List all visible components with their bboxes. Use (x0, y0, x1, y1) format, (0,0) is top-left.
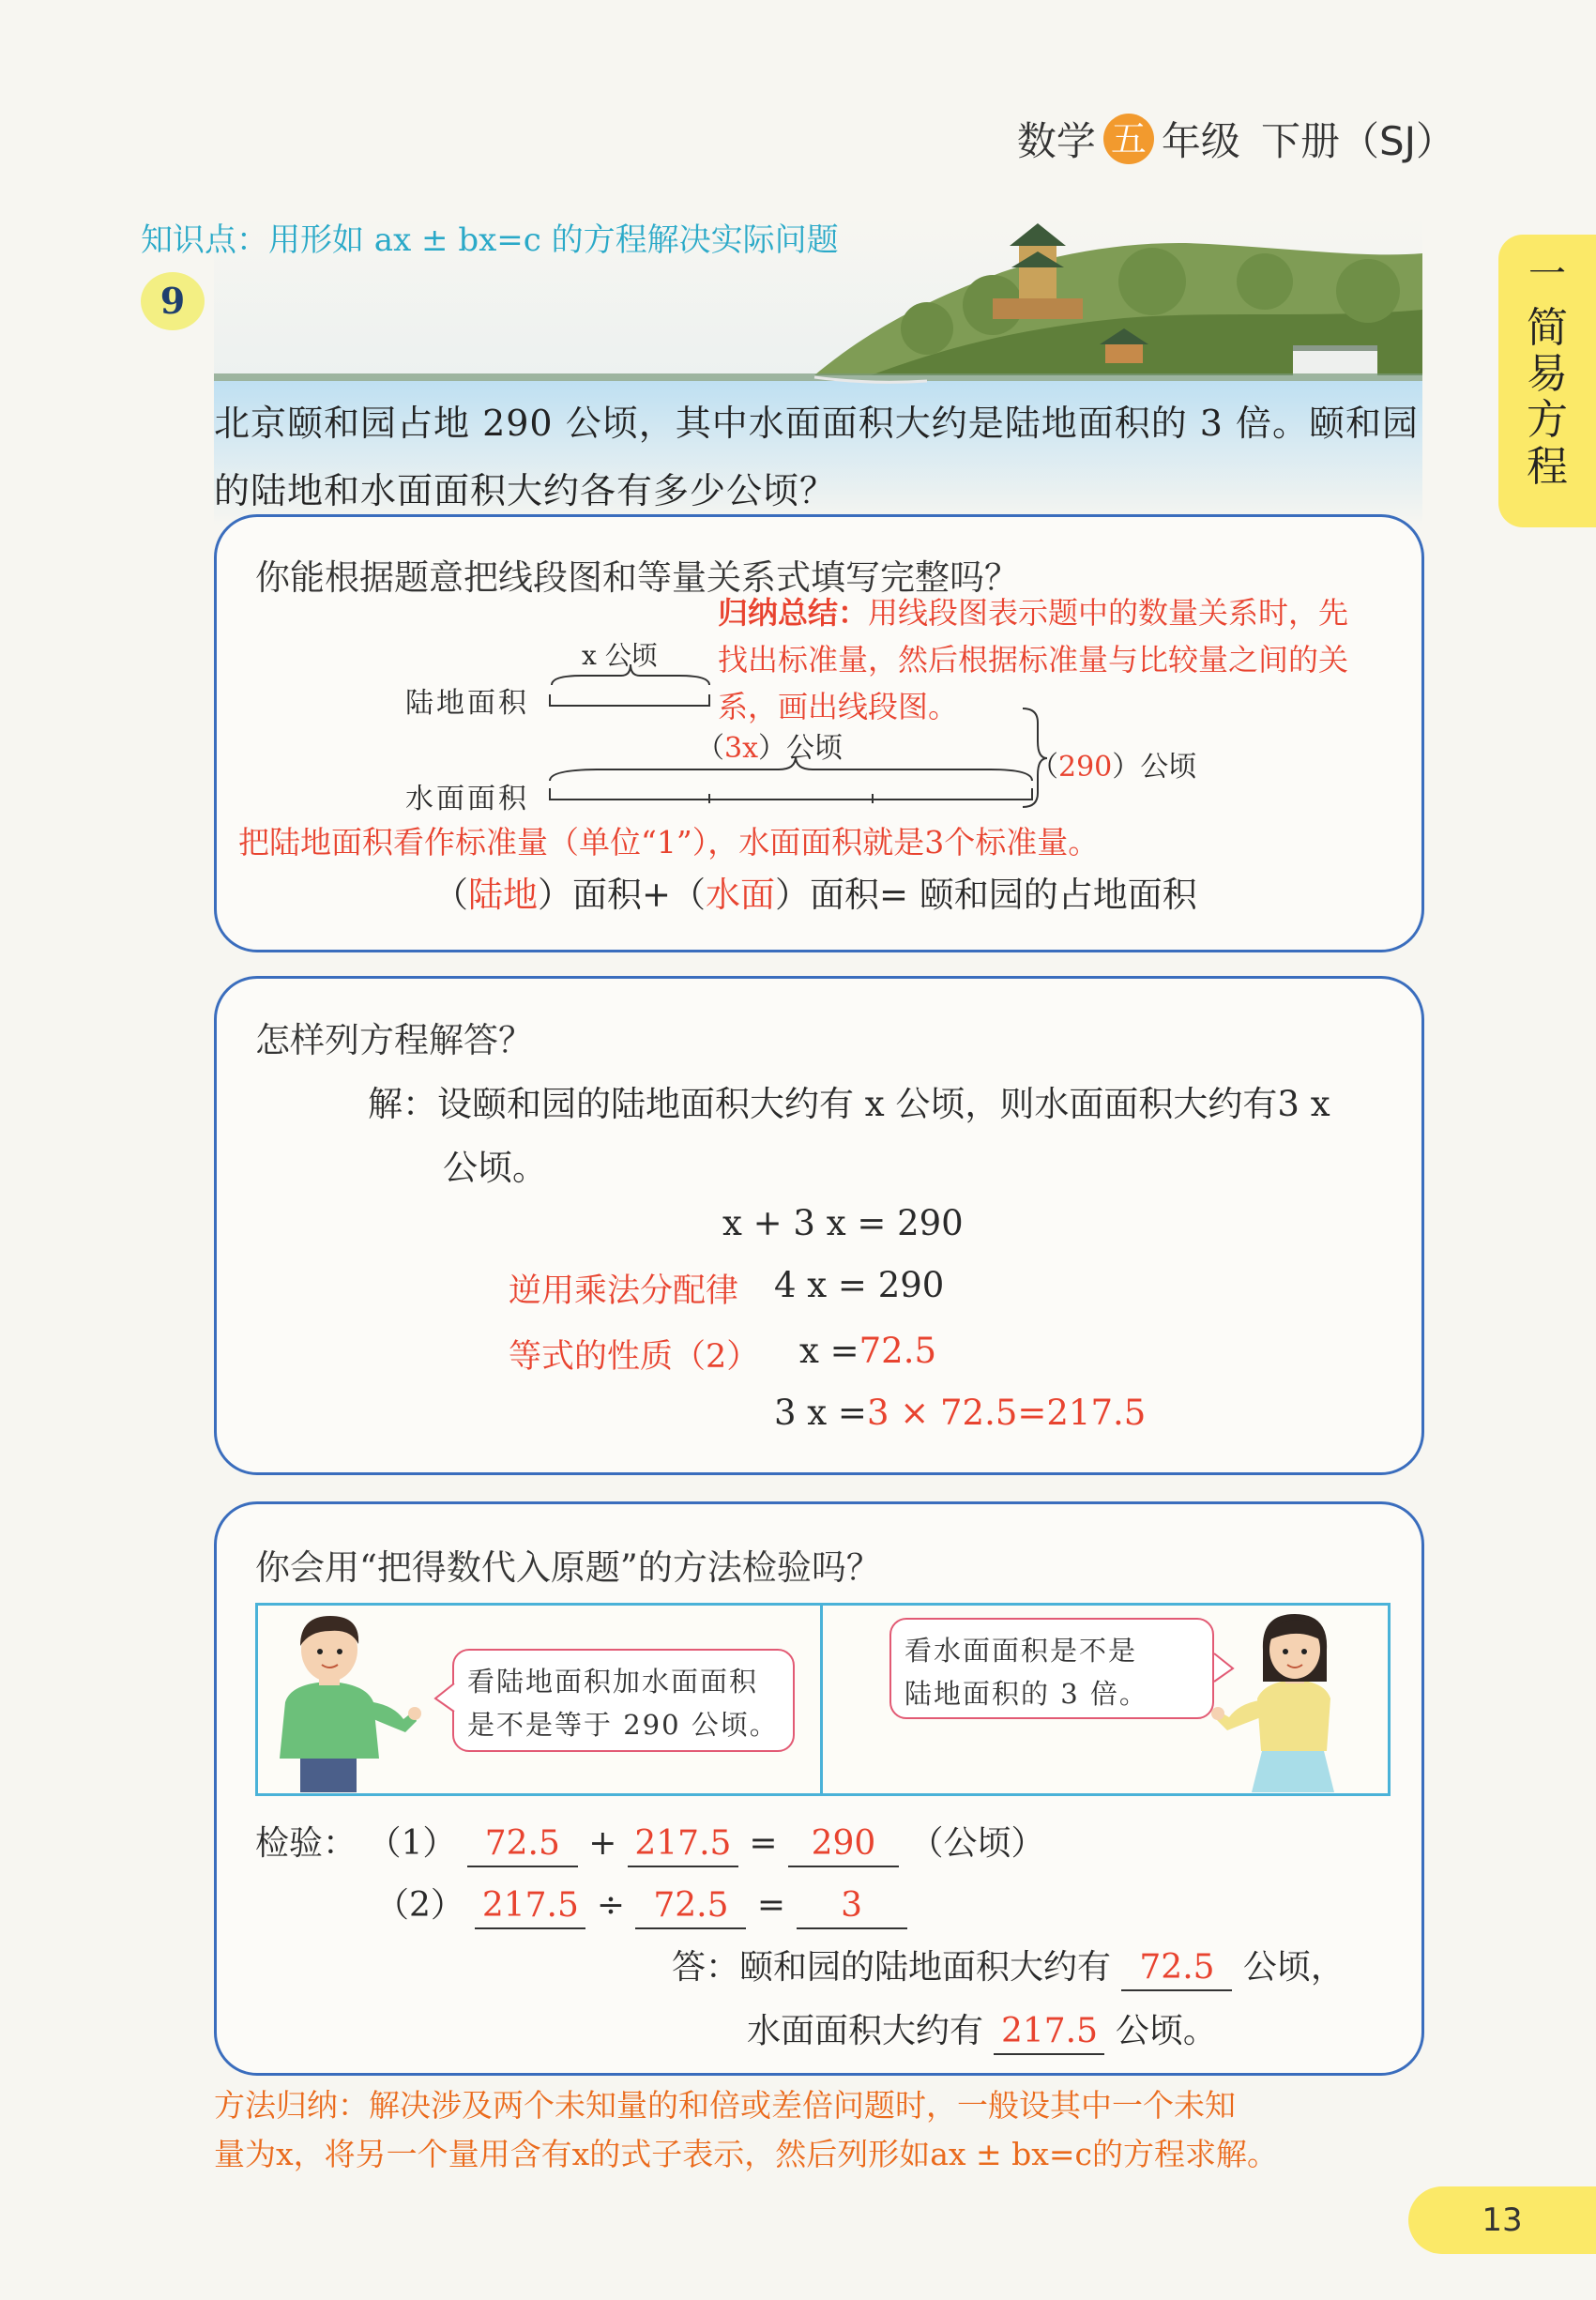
page-header (1017, 111, 1455, 167)
eq3-answer: 72.5 (859, 1331, 937, 1371)
chapter-tab (1498, 235, 1596, 527)
method-line: 解决涉及两个未知量的和倍或差倍问题时，一般设其中一个未知 (369, 2087, 1236, 2124)
equation-2: 4 x = 290 (774, 1265, 945, 1305)
standard-note: 把陆地面积看作标准量（单位“1”），水面面积就是3个标准量。 (238, 824, 1100, 861)
grade-level: 年级 (1161, 118, 1240, 164)
bubble-line: 看水面面积是不是 (904, 1635, 1138, 1667)
method-summary (214, 2081, 1434, 2179)
box3-question: 你会用“把得数代入原题”的方法检验吗？ (255, 1547, 881, 1588)
check-blank: 217.5 (475, 1884, 585, 1929)
total-close: ）公顷 (1112, 751, 1197, 784)
total-open: （ (1030, 751, 1058, 784)
water-close: ）公顷 (758, 732, 844, 765)
boy-speech-bubble (452, 1649, 795, 1752)
land-segment (550, 694, 709, 706)
water-area-label: 水面面积 (405, 783, 529, 815)
eq-open: （ (433, 875, 468, 915)
answer-blank: 72.5 (1121, 1946, 1232, 1991)
answer-line-2 (747, 2004, 1217, 2055)
problem-text: 北京颐和园占地 290 公顷，其中水面面积大约是陆地面积的 3 倍。颐和园的陆地和水面面积大约各有多少公顷？ (214, 403, 1420, 511)
grade-badge: 五 (1103, 114, 1154, 164)
total-brace (1023, 708, 1047, 807)
knowledge-point (141, 214, 839, 260)
volume: 下册（SJ） (1260, 118, 1455, 164)
solution-line: 公顷。 (443, 1148, 547, 1188)
equation-3 (799, 1331, 936, 1371)
bubble-tail (433, 1680, 456, 1717)
method-label: 方法归纳： (214, 2087, 369, 2124)
check-blank: 3 (797, 1884, 907, 1929)
solution-line: 解：设颐和园的陆地面积大约有 x 公顷，则水面面积大约有3 x (368, 1084, 1330, 1124)
check-operator: ÷ (596, 1886, 625, 1925)
equal-relation (433, 866, 1197, 917)
total-unit-label (1030, 743, 1196, 784)
box2-question: 怎样列方程解答？ (255, 1020, 533, 1060)
chapter-number: 一 (1528, 252, 1566, 296)
check-item-label: （2） (375, 1886, 464, 1925)
eq4-left: 3 x = (774, 1393, 867, 1433)
chapter-char: 方 (1527, 396, 1568, 445)
check-line-2 (375, 1879, 907, 1929)
method-line: 量为x，将另一个量用含有x的式子表示，然后列形如ax ± bx=c的方程求解。 (214, 2136, 1279, 2172)
example-number: 9 (141, 272, 205, 330)
summary-line: 系，画出线段图。 (718, 689, 959, 724)
check-item-label: （1） (367, 1824, 457, 1863)
land-unit-label: x 公顷 (582, 640, 658, 671)
water-open: （ (696, 732, 724, 765)
equation-1: x + 3 x = 290 (722, 1203, 964, 1243)
land-area-label: 陆地面积 (405, 687, 529, 720)
water-brace (550, 756, 1032, 781)
bubble-line: 陆地面积的 3 倍。 (904, 1678, 1148, 1710)
knowledge-point-label: 知识点： (141, 221, 268, 259)
water-segment (550, 788, 1032, 800)
total-answer: 290 (1058, 751, 1113, 784)
knowledge-point-text: 用形如 ax ± bx=c 的方程解决实际问题 (268, 221, 839, 259)
answer-unit: 公顷。 (1115, 2012, 1217, 2050)
answer-unit: 公顷， (1242, 1948, 1345, 1987)
check-line-1 (255, 1817, 1044, 1867)
page-number: 13 (1408, 2186, 1596, 2254)
check-operator: + (588, 1824, 617, 1863)
land-brace (552, 664, 709, 685)
answer-line-1 (672, 1941, 1345, 1991)
chapter-char: 简 (1527, 303, 1568, 352)
step-note: 等式的性质（2） (509, 1338, 760, 1376)
boy-figure (263, 1608, 422, 1792)
dialog-divider (820, 1603, 823, 1796)
line-segment-diagram (544, 657, 1051, 816)
equation-4 (774, 1393, 1146, 1433)
eq4-answer: 3 × 72.5=217.5 (866, 1393, 1147, 1433)
summary-line: 找出标准量，然后根据标准量与比较量之间的关 (718, 642, 1349, 678)
girl-speech-bubble (889, 1618, 1214, 1719)
summary-label: 归纳总结： (718, 595, 869, 631)
girl-figure (1210, 1607, 1379, 1792)
answer-prefix: 答：颐和园的陆地面积大约有 (672, 1948, 1112, 1987)
eq-answer-water: 水面 (706, 875, 776, 915)
check-equals: = (749, 1824, 778, 1863)
eq3-left: x = (799, 1331, 859, 1371)
check-equals: = (756, 1886, 786, 1925)
bubble-line: 是不是等于 290 公顷。 (467, 1709, 779, 1741)
check-label: 检验： (255, 1824, 357, 1863)
answer-mid: 水面面积大约有 (747, 2012, 984, 2050)
check-blank: 72.5 (467, 1822, 578, 1867)
subject: 数学 (1016, 118, 1096, 164)
check-blank: 217.5 (628, 1822, 738, 1867)
summary-line: 用线段图表示题中的数量关系时，先 (868, 595, 1349, 631)
chapter-char: 易 (1527, 350, 1568, 399)
check-blank: 290 (788, 1822, 899, 1867)
answer-blank: 217.5 (994, 2010, 1104, 2055)
bubble-line: 看陆地面积加水面面积 (467, 1666, 759, 1698)
box1-question: 你能根据题意把线段图和等量关系式填写完整吗？ (255, 557, 1019, 598)
check-blank: 72.5 (635, 1884, 746, 1929)
step-note: 逆用乘法分配律 (509, 1272, 739, 1310)
chapter-char: 程 (1527, 442, 1568, 491)
check-unit: （公顷） (909, 1824, 1045, 1863)
eq-end: ）面积= 颐和园的占地面积 (775, 875, 1197, 915)
eq-mid: ）面积+（ (538, 875, 707, 915)
eq-answer-land: 陆地 (468, 875, 538, 915)
water-answer: 3x (724, 732, 759, 765)
